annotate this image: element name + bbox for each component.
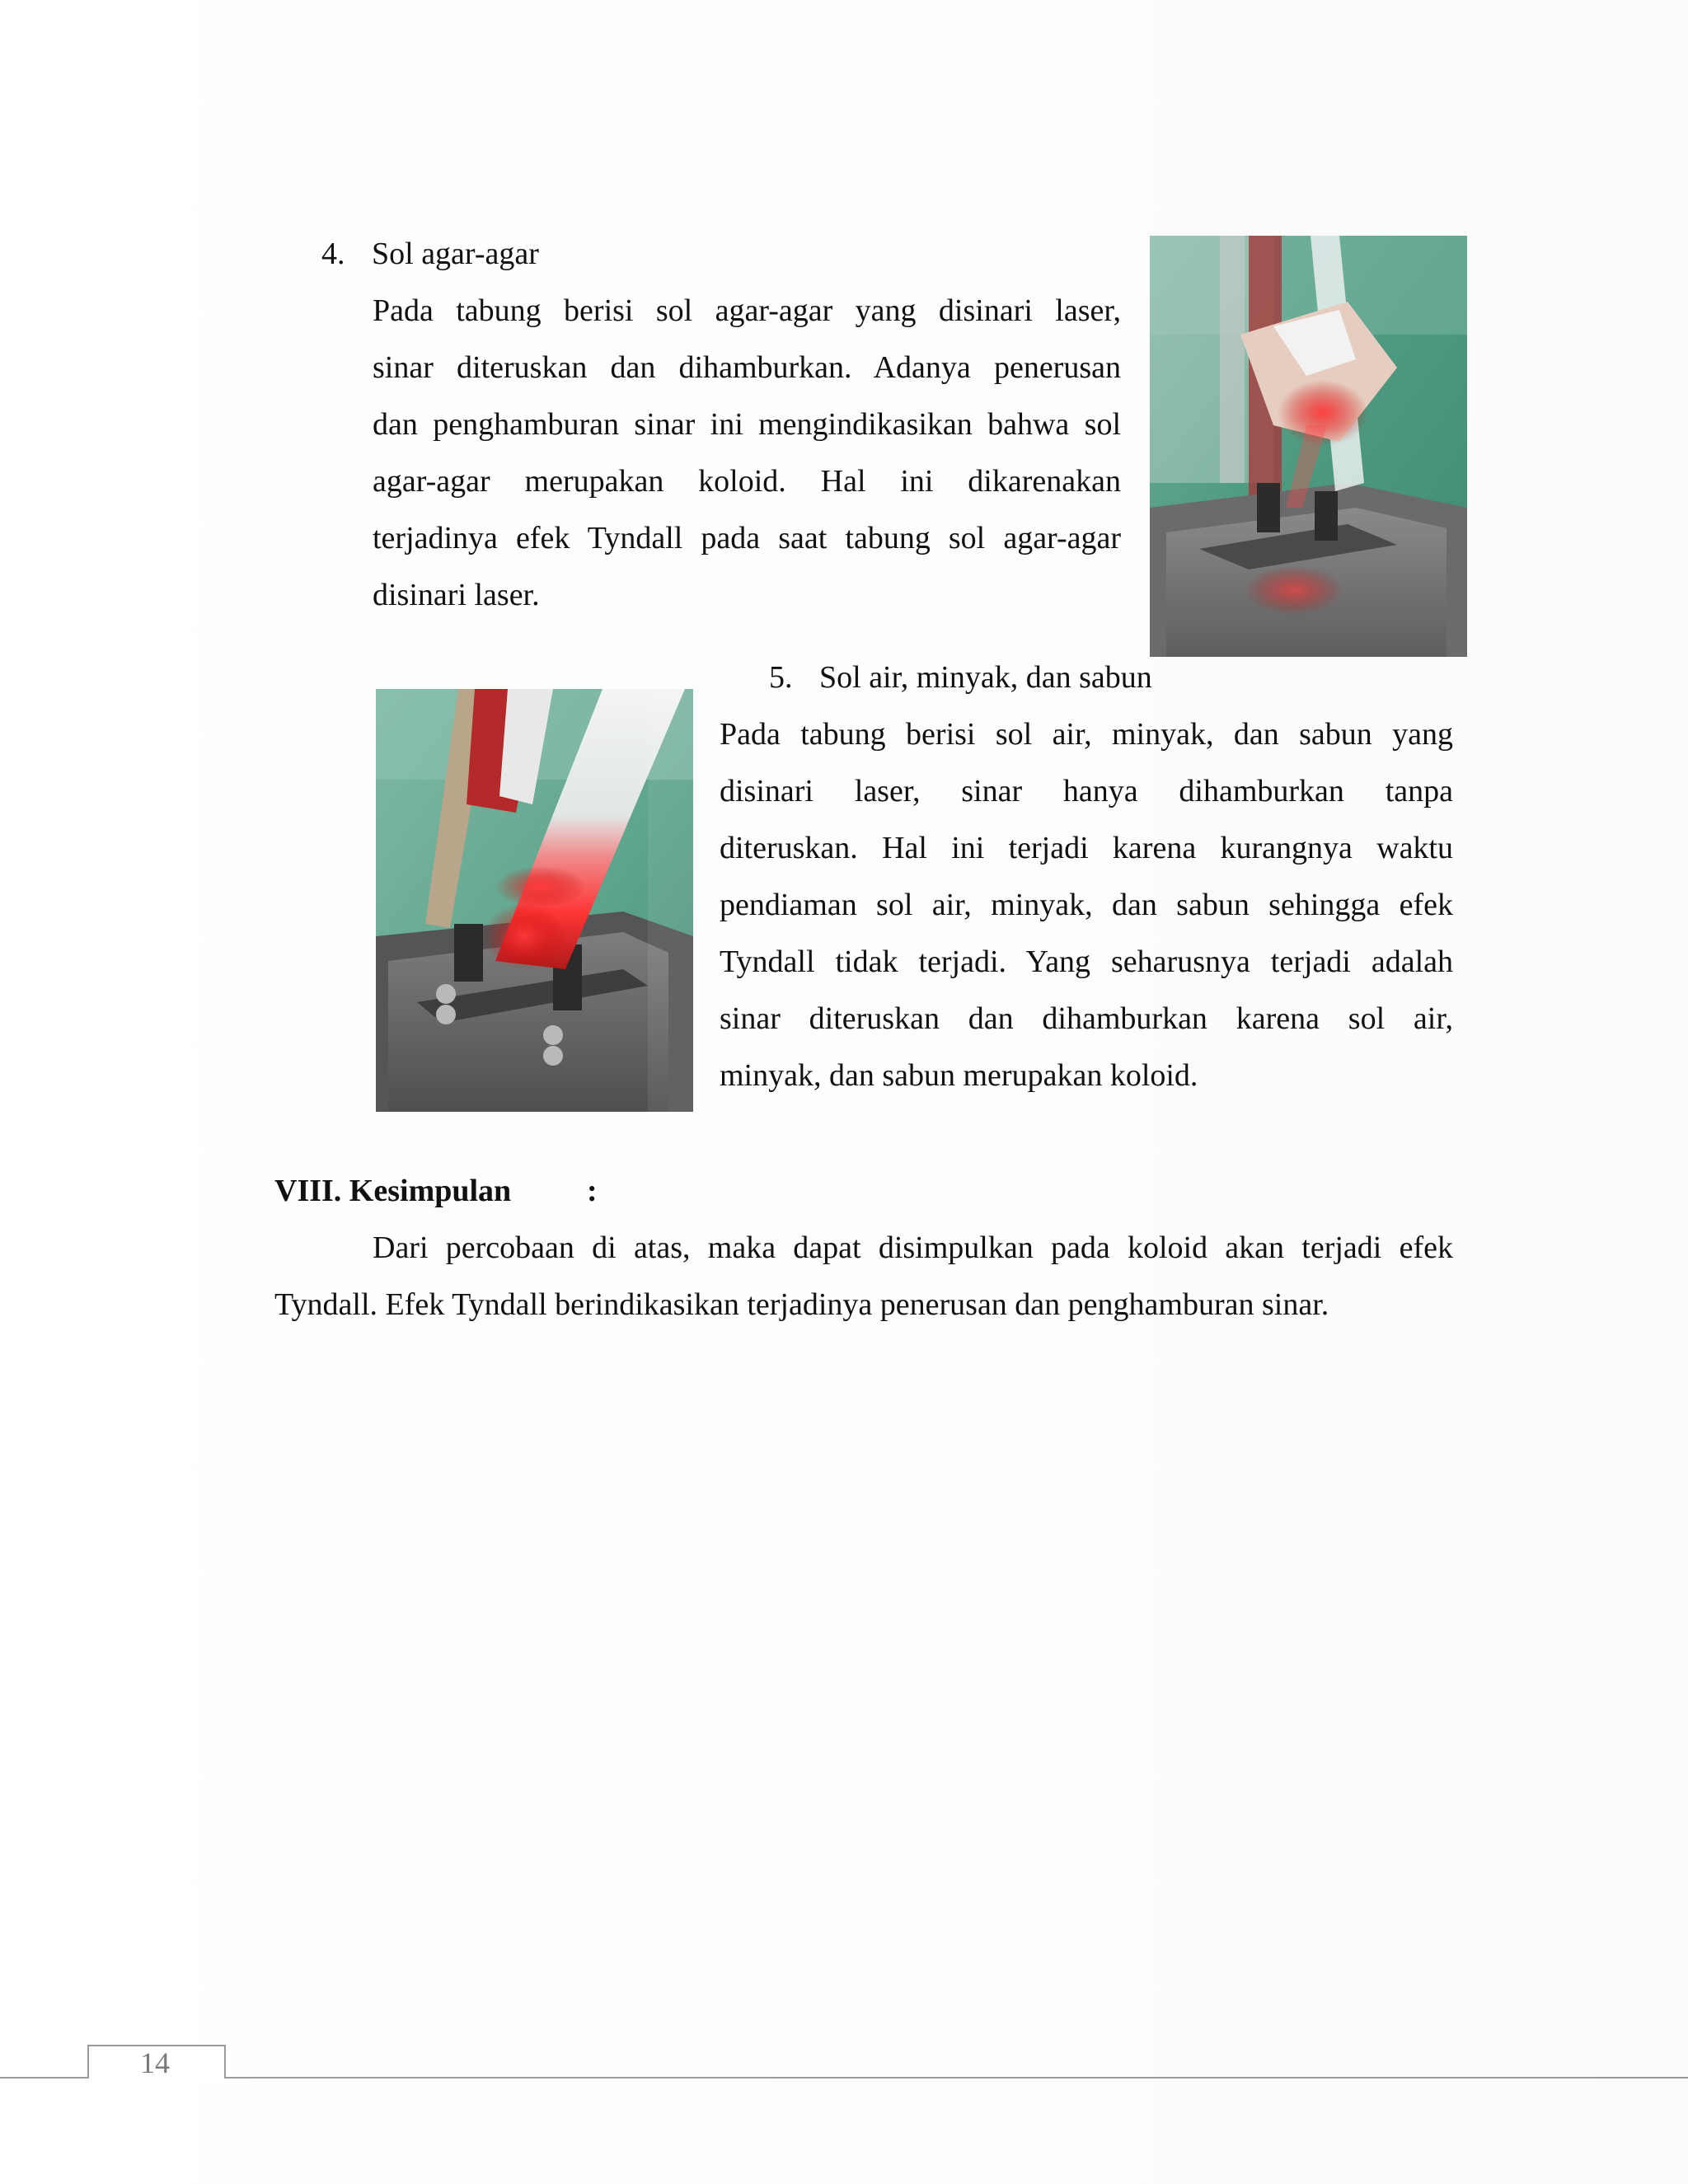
paragraph-line: disinari laser, sinar hanya dihamburkan tanpa <box>720 774 1453 808</box>
list-number-5: 5. <box>769 660 793 695</box>
conclusion-heading: VIII. Kesimpulan <box>274 1174 512 1208</box>
section-4-title: Sol agar-agar <box>372 237 539 271</box>
conclusion-text-line: Tyndall. Efek Tyndall berindikasikan terjadinya penerusan dan penghamburan sinar. <box>274 1287 1329 1322</box>
paragraph-line: Pada tabung berisi sol air, minyak, dan sabun yang <box>720 717 1453 752</box>
agar-agar-laser-photo <box>1150 236 1467 657</box>
conclusion-text-line: Dari percobaan di atas, maka dapat disimpulkan pada koloid akan terjadi efek <box>373 1230 1453 1265</box>
paragraph-line: minyak, dan sabun merupakan koloid. <box>720 1058 1198 1093</box>
list-number-4: 4. <box>321 237 345 271</box>
paragraph-line: Pada tabung berisi sol agar-agar yang disinari laser, <box>373 293 1121 328</box>
section-4-paragraph <box>373 283 1121 624</box>
footer-rule <box>0 2077 1688 2079</box>
paragraph-line: dan penghamburan sinar ini mengindikasikan bahwa sol <box>373 407 1121 442</box>
paragraph-line: pendiaman sol air, minyak, dan sabun sehingga efek <box>720 888 1453 922</box>
paragraph-line: disinari laser. <box>373 578 540 612</box>
paragraph-line: terjadinya efek Tyndall pada saat tabung sol agar-agar <box>373 521 1121 555</box>
water-oil-soap-laser-photo <box>376 689 693 1112</box>
conclusion-colon: : <box>587 1174 598 1208</box>
paragraph-line: sinar diteruskan dan dihamburkan karena sol air, <box>720 1001 1453 1036</box>
paragraph-line: agar-agar merupakan koloid. Hal ini dikarenakan <box>373 464 1121 499</box>
page-number: 14 <box>140 2046 170 2079</box>
section-5-paragraph <box>720 706 1453 1104</box>
paragraph-line: diteruskan. Hal ini terjadi karena kurangnya waktu <box>720 831 1453 865</box>
paragraph-line: Tyndall tidak terjadi. Yang seharusnya terjadi adalah <box>720 944 1453 979</box>
section-5-title: Sol air, minyak, dan sabun <box>819 660 1152 695</box>
paragraph-line: sinar diteruskan dan dihamburkan. Adanya penerusan <box>373 350 1121 385</box>
